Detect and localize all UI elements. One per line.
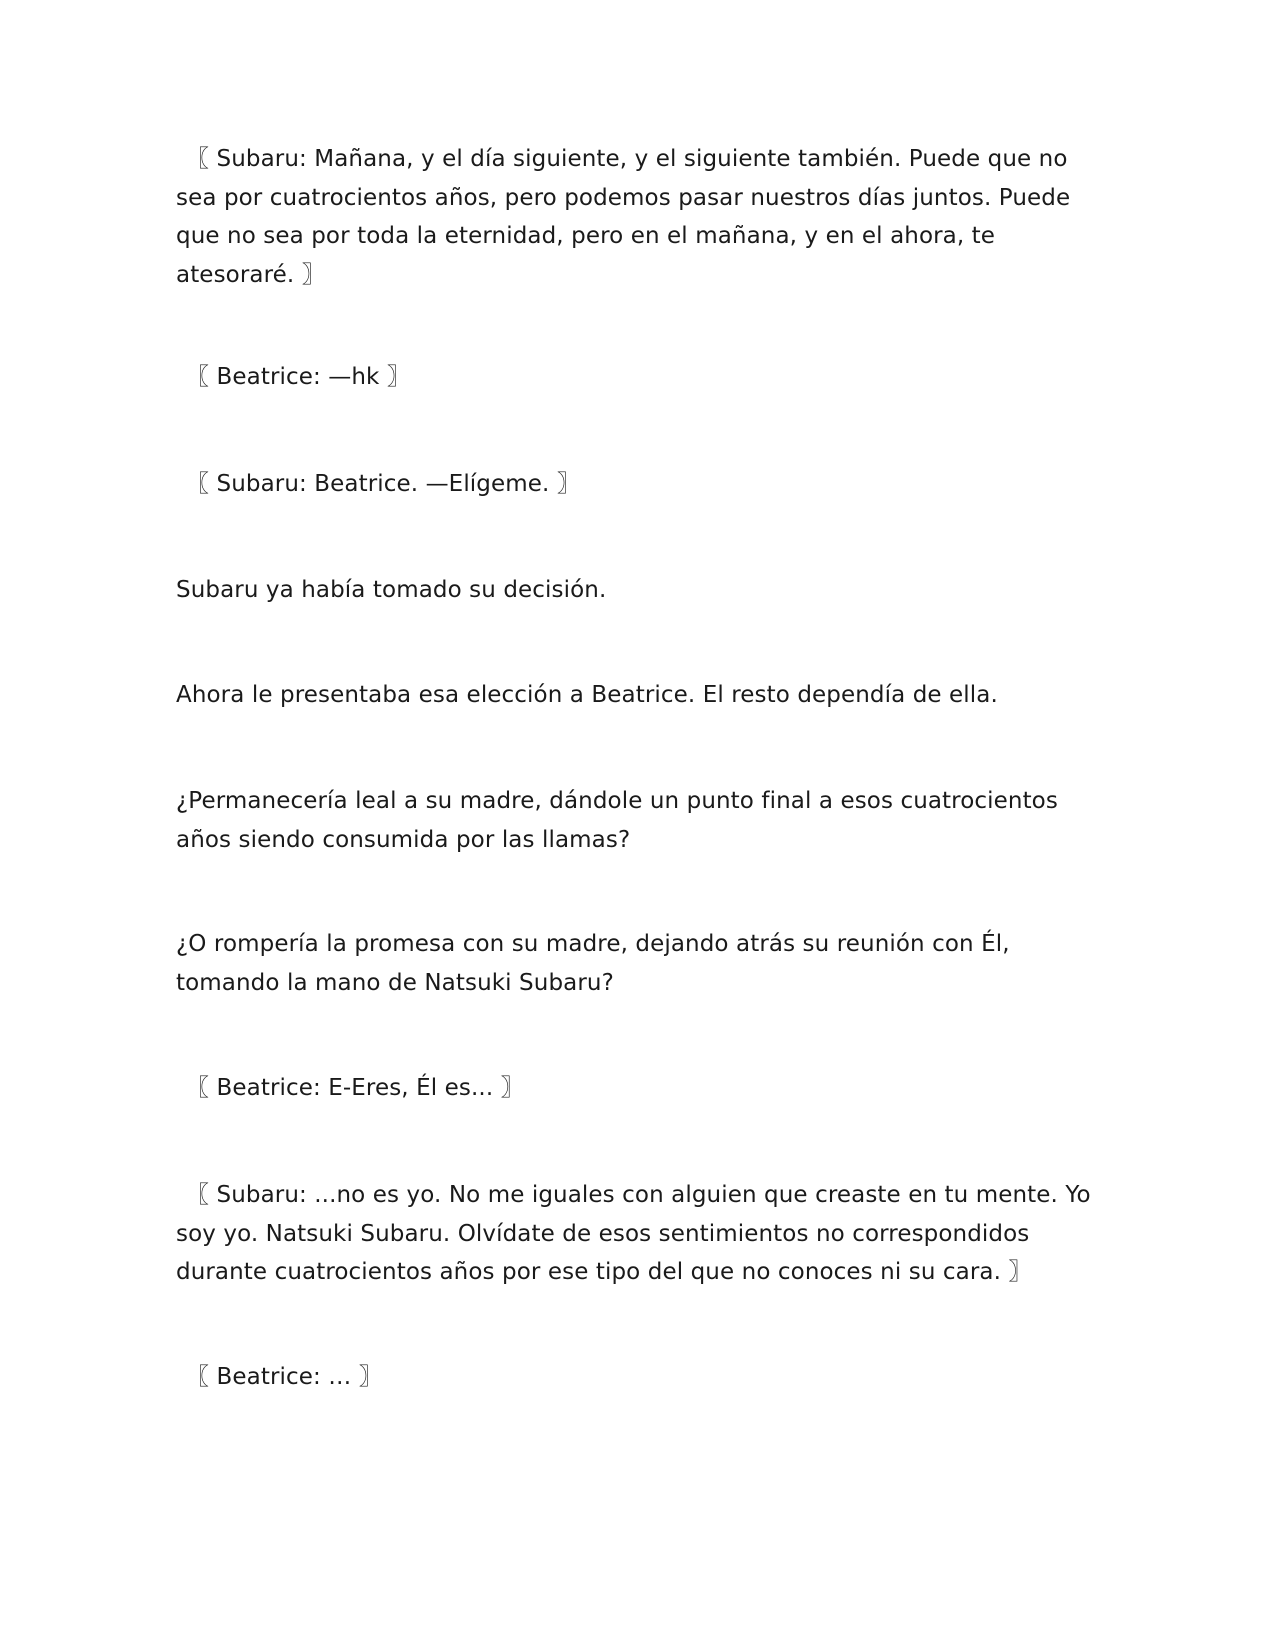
paragraph-subaru-not-me: 〖 Subaru: ...no es yo. No me iguales con alguien que creaste en tu mente. Yo soy yo. Natsuki Subaru. Olvídate de esos sentimientos no correspondidos durante cuatrocientos años por ese tipo del que no conoces ni su cara. 〗: [176, 1182, 1091, 1285]
paragraph-beatrice-ellipsis: 〖 Beatrice: … 〗: [186, 1364, 382, 1390]
paragraph-break-promise: ¿O rompería la promesa con su madre, dejando atrás su reunión con Él, tomando la mano de Natsuki Subaru?: [176, 931, 1010, 996]
paragraph-beatrice-eres: 〖 Beatrice: E-Eres, Él es... 〗: [186, 1075, 524, 1101]
paragraph-choice-presented: Ahora le presentaba esa elección a Beatrice. El resto dependía de ella.: [176, 682, 998, 708]
paragraph-loyal-to-mother: ¿Permanecería leal a su madre, dándole un punto final a esos cuatrocientos años siendo consumida por las llamas?: [176, 788, 1058, 853]
paragraph-beatrice-hk: 〖 Beatrice: —hk 〗: [186, 364, 410, 390]
paragraph-subaru-choose-me: 〖 Subaru: Beatrice. —Elígeme. 〗: [186, 471, 580, 497]
paragraph-subaru-tomorrow: 〖 Subaru: Mañana, y el día siguiente, y el siguiente también. Puede que no sea por cuatrocientos años, pero podemos pasar nuestros días juntos. Puede que no sea por toda la eternidad, pero en el mañana, y en el ahora, te atesoraré. 〗: [176, 146, 1071, 288]
paragraph-subaru-decision: Subaru ya había tomado su decisión.: [176, 577, 607, 603]
